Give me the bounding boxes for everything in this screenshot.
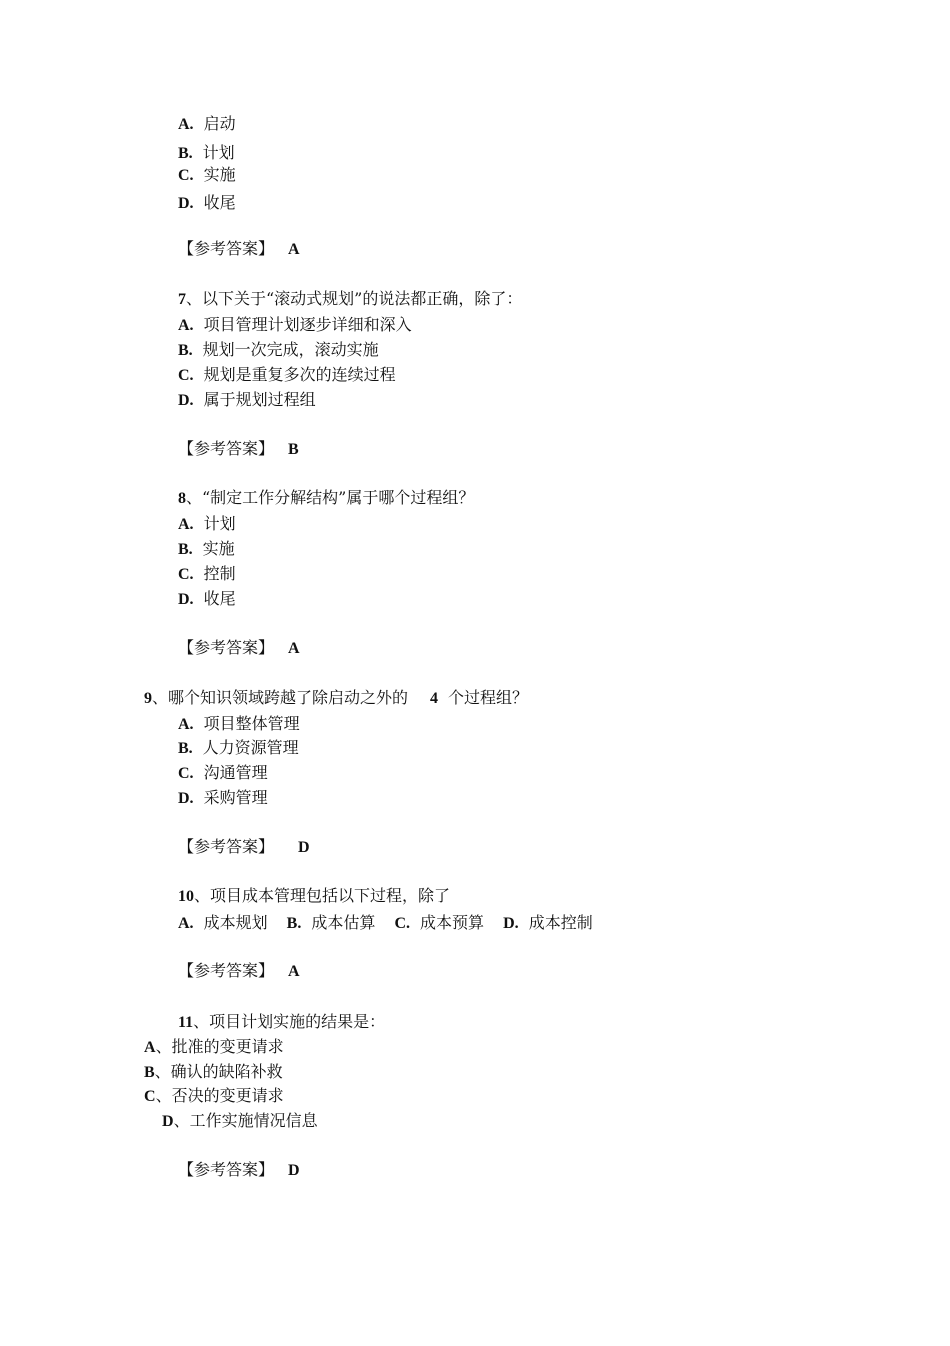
q11-option-c: C、否决的变更请求 (144, 1086, 284, 1105)
q9-option-d: D. 采购管理 (178, 788, 268, 807)
q10-question: 10、项目成本管理包括以下过程，除了 (178, 886, 451, 905)
q10-answer: 【参考答案】 A (178, 961, 300, 980)
q7-option-a: A. 项目管理计划逐步详细和深入 (178, 315, 412, 334)
q8-option-b: B. 实施 (178, 539, 235, 558)
q6-option-c: C. 实施 (178, 165, 236, 184)
q7-answer: 【参考答案】 B (178, 439, 299, 458)
q9-answer: 【参考答案】 D (178, 837, 310, 856)
q10-option-d: D. 成本控制 (503, 913, 593, 932)
q7-option-d: D. 属于规划过程组 (178, 390, 316, 409)
q11-question: 11、项目计划实施的结果是： (178, 1012, 386, 1031)
q10-option-a: A. 成本规划 (178, 913, 268, 932)
q10-options-row (178, 913, 607, 934)
q8-option-a: A. 计划 (178, 514, 236, 533)
q9-question: 9、哪个知识领域跨越了除启动之外的 4 个过程组？ (144, 688, 529, 707)
q7-option-b: B. 规划一次完成，滚动实施 (178, 340, 379, 359)
q8-option-d: D. 收尾 (178, 589, 236, 608)
q10-option-c: C. 成本预算 (394, 913, 485, 932)
q11-option-b: B、确认的缺陷补救 (144, 1062, 283, 1081)
q9-option-a: A. 项目整体管理 (178, 714, 300, 733)
q11-answer: 【参考答案】 D (178, 1160, 300, 1179)
q10-option-b: B. 成本估算 (286, 913, 376, 932)
q9-option-b: B. 人力资源管理 (178, 738, 299, 757)
q7-question: 7、以下关于“滚动式规划”的说法都正确，除了： (178, 289, 523, 308)
q9-option-c: C. 沟通管理 (178, 763, 268, 782)
q11-option-a: A、批准的变更请求 (144, 1037, 284, 1056)
q8-answer: 【参考答案】 A (178, 638, 300, 657)
q6-option-a: A. 启动 (178, 114, 236, 133)
q11-option-d: D、工作实施情况信息 (162, 1111, 318, 1130)
q6-option-b: B. 计划 (178, 143, 235, 162)
q8-question: 8、“制定工作分解结构”属于哪个过程组？ (178, 488, 475, 507)
q6-option-d: D. 收尾 (178, 193, 236, 212)
q8-option-c: C. 控制 (178, 564, 236, 583)
q6-answer: 【参考答案】 A (178, 239, 300, 258)
q7-option-c: C. 规划是重复多次的连续过程 (178, 365, 396, 384)
